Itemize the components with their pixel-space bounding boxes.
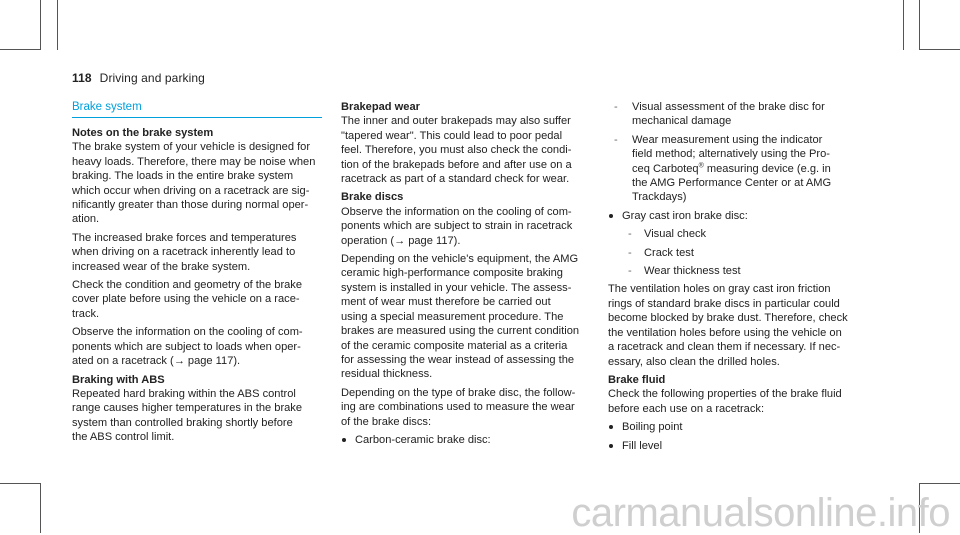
section-rule	[72, 117, 322, 118]
text-line: when driving on a racetrack inherently lead to	[72, 246, 296, 259]
text-line: of the brake discs:	[341, 415, 432, 428]
text-line: ponents which are subject to strain in racetrack	[341, 220, 573, 233]
text-line: nificantly greater than those during normal oper-	[72, 199, 309, 212]
text-span: ceq Carboteq	[632, 162, 699, 175]
page-reference-link[interactable]: operation (→ page 117).	[341, 234, 461, 247]
list-item-label: Crack test	[644, 246, 694, 259]
registered-mark: ®	[698, 161, 704, 169]
text-line: a racetrack and clean them if necessary. If nec-	[608, 341, 841, 354]
text-line: the ventilation holes before using the vehicle on	[608, 326, 842, 339]
dash-icon: -	[614, 133, 618, 146]
list-item	[341, 433, 603, 447]
text-line: heavy loads. Therefore, there may be noise when	[72, 155, 316, 168]
equipment-paragraph	[341, 252, 603, 382]
dash-icon: -	[628, 265, 632, 278]
list-item-label: Wear thickness test	[644, 265, 741, 278]
discs-paragraph	[341, 205, 603, 248]
text-line: for assessing the wear instead of assessing the	[341, 353, 575, 366]
text-line: Wear measurement using the indicator	[632, 133, 823, 146]
dash-icon: -	[628, 228, 632, 241]
dash-list-item	[608, 100, 898, 129]
page-reference-link[interactable]: ated on a racetrack (→ page 117).	[72, 355, 241, 368]
text-line: The increased brake forces and temperatures	[72, 231, 297, 244]
text-line: Check the condition and geometry of the brake	[72, 279, 303, 292]
text-line: mechanical damage	[632, 115, 732, 128]
list-item-label: Boiling point	[622, 421, 683, 434]
dash-icon: -	[614, 101, 618, 113]
crop-mark-br-h	[919, 483, 960, 484]
text-line: ponents which are subject to loads when oper-	[72, 340, 301, 353]
text-line: braking. The loads in the entire brake system	[72, 170, 294, 183]
text-line: Trackdays)	[632, 191, 687, 204]
crop-mark-bl-v	[40, 483, 41, 533]
section-title: Brake system	[72, 101, 142, 113]
column-right	[608, 100, 898, 453]
observe-paragraph	[72, 325, 322, 368]
bullet-icon	[609, 214, 613, 218]
text-line: ation.	[72, 213, 100, 226]
wear-paragraph	[341, 114, 603, 186]
text-line: cover plate before using the vehicle on a race-	[72, 293, 300, 306]
text-line: The ventilation holes on gray cast iron friction	[608, 283, 831, 296]
list-item-label: Carbon-ceramic brake disc:	[355, 433, 491, 446]
list-item	[608, 209, 898, 223]
text-line: the AMG Performance Center or at AMG	[632, 177, 832, 190]
text-line: system is installed in your vehicle. The assess-	[341, 281, 572, 294]
fluid-paragraph	[608, 387, 898, 416]
text-line: the ABS control limit.	[72, 431, 175, 444]
text-line: Depending on the type of brake disc, the follow-	[341, 386, 576, 399]
list-item	[608, 439, 898, 453]
crop-mark-bl-h	[0, 483, 41, 484]
forces-paragraph	[72, 231, 322, 274]
text-line: racetrack as part of a standard check for wear.	[341, 173, 570, 186]
text-line: Depending on the vehicle's equipment, the AMG	[341, 253, 579, 266]
notes-paragraph	[72, 140, 322, 226]
text-line: become blocked by brake dust. Therefore, check	[608, 312, 848, 325]
watermark-text: carmanualsonline.info	[571, 491, 950, 535]
text-line: ment of wear must therefore be carried out	[341, 296, 551, 309]
dash-list-item	[608, 133, 898, 205]
text-line: brakes are measured using the current condition	[341, 325, 580, 338]
text-line: Observe the information on the cooling of com-	[72, 326, 303, 339]
text-line: feel. Therefore, you must also check the condi-	[341, 144, 572, 157]
dash-list-item	[608, 227, 898, 241]
list-item	[608, 420, 898, 434]
text-line: system than controlled braking shortly before	[72, 416, 293, 429]
text-span: measuring device (e.g. in	[703, 162, 831, 175]
text-line: which occur when driving on a racetrack are sig-	[72, 184, 310, 197]
disc-type-paragraph	[341, 386, 603, 429]
dash-icon: -	[628, 246, 632, 259]
text-line: of the ceramic composite material as a criteria	[341, 339, 568, 352]
list-item-label: Fill level	[622, 439, 663, 452]
text-line: Repeated hard braking within the ABS control	[72, 387, 296, 400]
brake-fluid-heading: Brake fluid	[608, 373, 666, 386]
text-line: rings of standard brake discs in particular could	[608, 297, 840, 310]
crop-mark-tl-v2	[57, 0, 58, 50]
brakepad-wear-heading: Brakepad wear	[341, 101, 420, 113]
abs-paragraph	[72, 387, 322, 445]
notes-heading: Notes on the brake system	[72, 127, 214, 139]
column-left	[72, 100, 322, 445]
text-line: increased wear of the brake system.	[72, 260, 251, 273]
text-line: residual thickness.	[341, 368, 433, 381]
crop-mark-tr-h	[919, 49, 960, 50]
text-line	[632, 162, 898, 176]
abs-heading: Braking with ABS	[72, 373, 165, 386]
bullet-icon	[609, 444, 613, 448]
text-line: range causes higher temperatures in the brake	[72, 402, 303, 415]
dash-list-item	[608, 246, 898, 260]
text-line: ceramic high-performance composite braking	[341, 267, 563, 280]
text-line: "tapered wear". This could lead to poor pedal	[341, 129, 563, 142]
page-number: 118	[72, 71, 92, 85]
text-line: The brake system of your vehicle is designed for	[72, 141, 311, 154]
list-item-label: Visual check	[644, 228, 707, 241]
crop-mark-tl-v	[40, 0, 41, 50]
crop-mark-tl-h	[0, 49, 41, 50]
text-line: field method; alternatively using the Pro-	[632, 148, 830, 161]
text-line: Observe the information on the cooling of com-	[341, 205, 572, 218]
text-line: before each use on a racetrack:	[608, 402, 765, 415]
crop-mark-tr-v	[903, 0, 904, 50]
bullet-icon	[342, 438, 346, 442]
bullet-icon	[609, 425, 613, 429]
dash-list-item	[608, 264, 898, 278]
text-line: ing are combinations used to measure the wear	[341, 401, 575, 414]
chapter-title: Driving and parking	[99, 71, 205, 85]
text-line: Check the following properties of the brake fluid	[608, 388, 842, 401]
text-line: essary, also clean the drilled holes.	[608, 355, 780, 368]
list-item-label: Gray cast iron brake disc:	[622, 209, 748, 222]
crop-mark-tr-v2	[919, 0, 920, 50]
brake-discs-heading: Brake discs	[341, 191, 404, 204]
text-line: Visual assessment of the brake disc for	[632, 101, 825, 113]
text-line: using a special measurement procedure. The	[341, 310, 564, 323]
text-line: The inner and outer brakepads may also suffer	[341, 115, 571, 128]
running-header	[72, 71, 205, 85]
check-paragraph	[72, 278, 322, 321]
column-middle	[341, 100, 603, 447]
ventilation-paragraph	[608, 282, 898, 368]
text-line: track.	[72, 307, 100, 320]
text-line: tion of the brakepads before and after use on a	[341, 158, 572, 171]
